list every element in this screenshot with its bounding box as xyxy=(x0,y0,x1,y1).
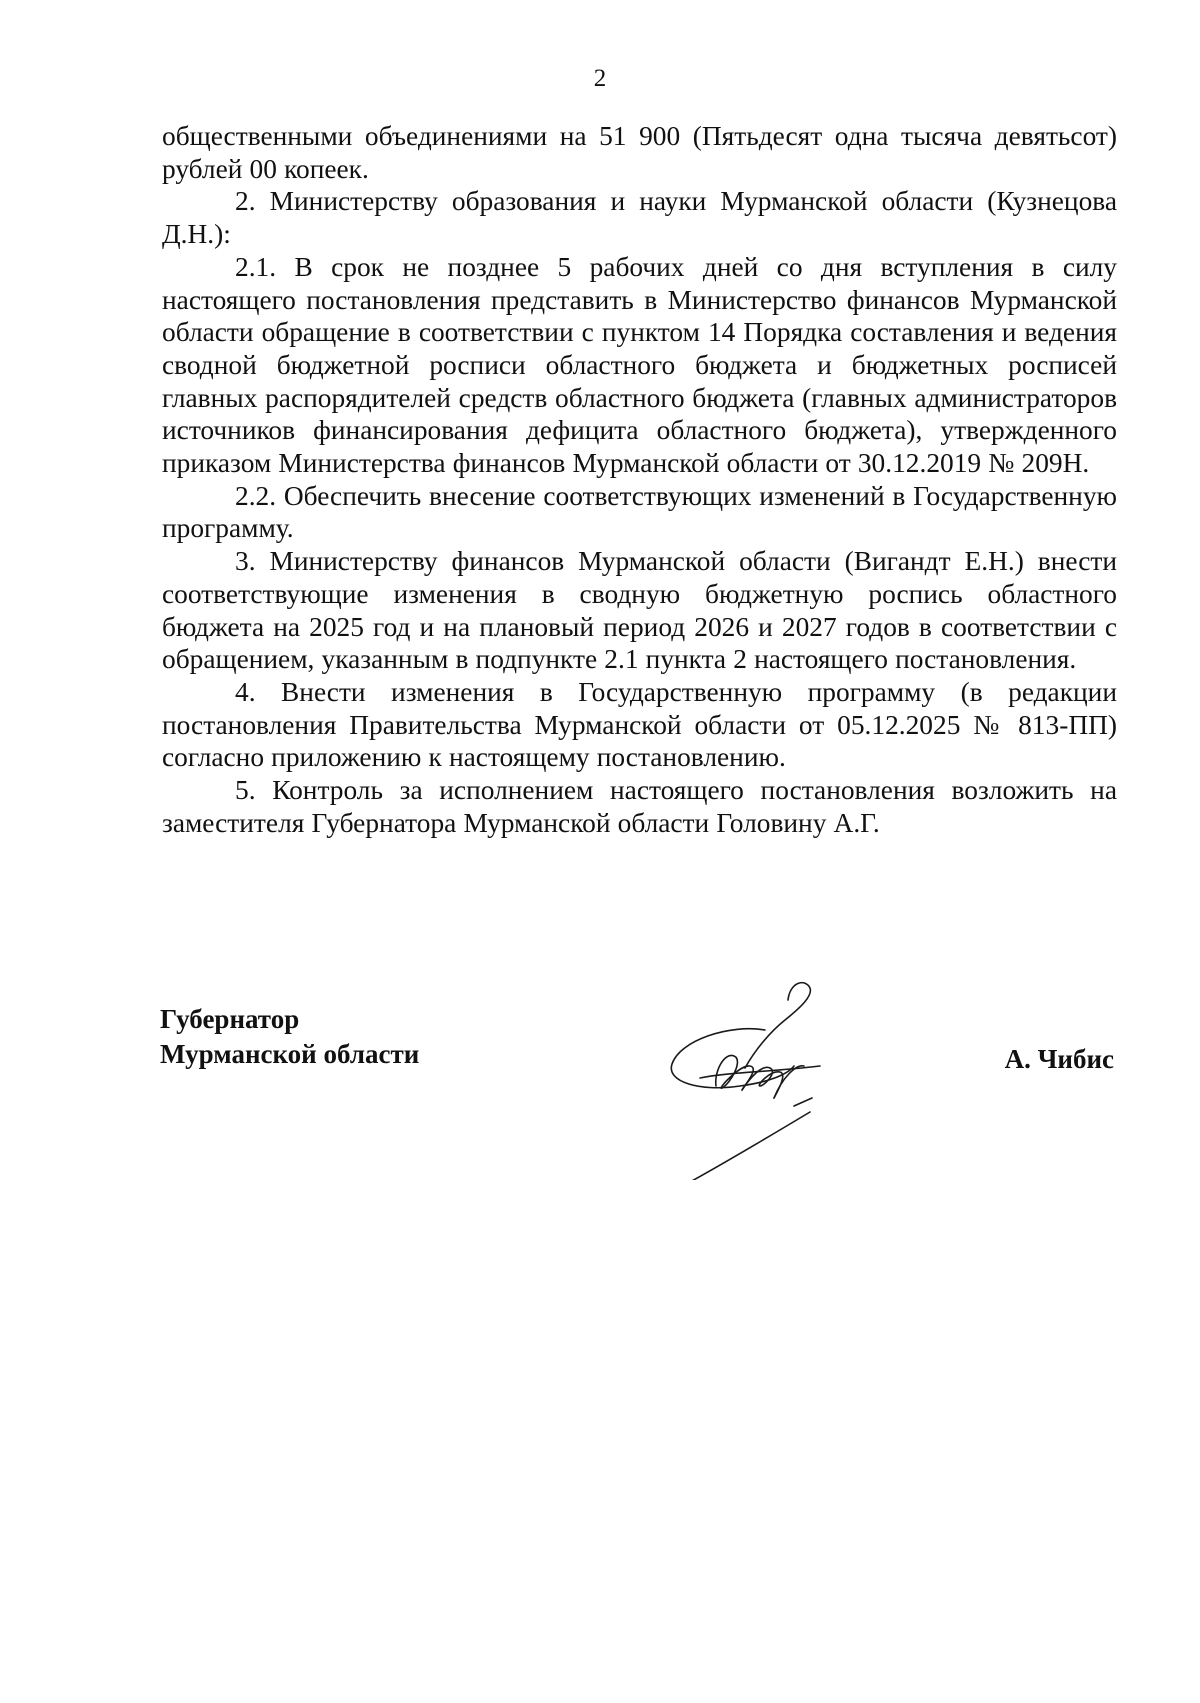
page-number: 2 xyxy=(593,65,607,92)
signatory-title-line1: Губернатор xyxy=(160,1004,300,1034)
paragraph-item-3: 3. Министерству финансов Мурманской области (Вигандт Е.Н.) внести соответствующие изменения в сводную бюджетную роспись областного бюджета на 2025 год и на плановый период 2026 и 2027 годов в соответствии с обращением, указанным в подпункте 2.1 пункта 2 настоящего постановления. xyxy=(162,546,1117,675)
signatory-title xyxy=(160,1002,419,1072)
handwritten-signature xyxy=(670,960,890,1180)
paragraph-continuation: общественными объединениями на 51 900 (Пятьдесят одна тысяча девятьсот) рублей 00 копеек. xyxy=(162,121,1117,184)
signature-block xyxy=(160,1002,1120,1202)
paragraph-item-5: 5. Контроль за исполнением настоящего постановления возложить на заместителя Губернатора Мурманской области Головину А.Г. xyxy=(162,775,1117,838)
paragraph-item-4: 4. Внести изменения в Государственную программу (в редакции постановления Правительства Мурманской области от 05.12.2025 № 813-ПП) согласно приложению к настоящему постановлению. xyxy=(162,676,1117,773)
paragraph-item-2-1: 2.1. В срок не позднее 5 рабочих дней со дня вступления в силу настоящего постановления представить в Министерство финансов Мурманской области обращение в соответствии с пунктом 14 Порядка составления и ведения сводной бюджетной росписи областного бюджета и бюджетных росписей главных распорядителей средств областного бюджета (главных администраторов источников финансирования дефицита областного бюджета), утвержденного приказом Министерства финансов Мурманской области от 30.12.2019 № 209Н. xyxy=(162,251,1117,479)
paragraph-item-2: 2. Министерству образования и науки Мурманской области (Кузнецова Д.Н.): xyxy=(162,186,1117,250)
signatory-title-line2: Мурманской области xyxy=(160,1039,420,1069)
signatory-name: А. Чибис xyxy=(1004,1044,1114,1074)
paragraph-item-2-2: 2.2. Обеспечить внесение соответствующих изменений в Государственную программу. xyxy=(162,480,1117,544)
document-body xyxy=(162,120,1117,839)
